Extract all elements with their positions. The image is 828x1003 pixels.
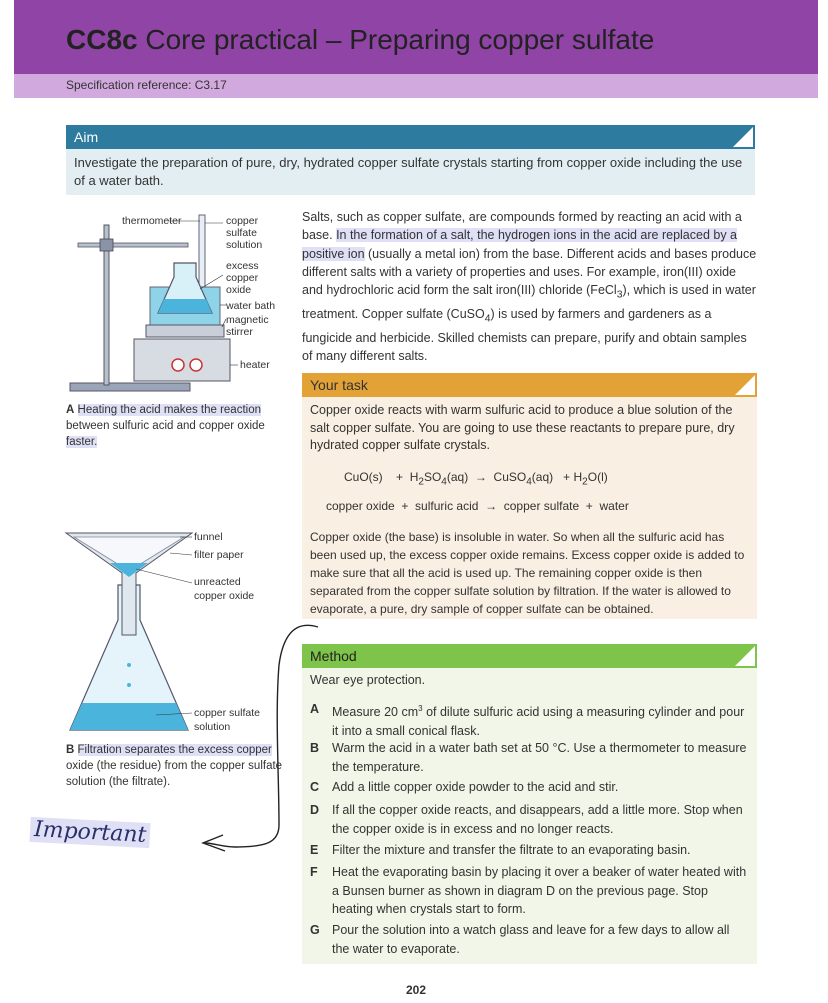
aim-text: Investigate the preparation of pure, dry, hydrated copper sulfate crystals starting from copper oxide including the use of a water bath. — [66, 149, 755, 195]
task-heading: Your task — [310, 377, 368, 393]
label-copper-oxide: copper oxide — [194, 590, 255, 602]
label-magnetic: magnetic — [226, 314, 269, 326]
word-equation: copper oxide + sulfuric acid → copper sulfate + water — [326, 499, 629, 513]
method-heading: Method — [310, 648, 357, 664]
method-heading-bar — [302, 644, 757, 668]
clamp-bar — [78, 243, 188, 247]
method-step: G Pour the solution into a watch glass and leave for a few days to allow all the water to evaporate. — [310, 923, 730, 956]
label-solution: solution — [226, 239, 263, 251]
label-oxide: oxide — [226, 284, 252, 296]
method-step: A Measure 20 $cm^3$ of dilute sulfuric acid using a measuring cylinder and pour it into a small conical flask. — [310, 702, 745, 738]
symbol-equation: CuO(s) + $H_2SO_4(aq)$ → CuSO$_4$(aq) + $H_2O(l)$ — [344, 470, 608, 488]
heater-dial-icon — [172, 359, 184, 371]
caption-b: B Filtration separates the excess copper oxide (the residue) from the copper sulfate solution (the filtrate). — [66, 744, 283, 788]
title-bar — [14, 0, 818, 74]
corner-triangle-icon — [733, 127, 753, 147]
label-filter-paper: filter paper — [194, 549, 244, 561]
label-heater: heater — [240, 359, 270, 371]
handwritten-note: Important — [29, 817, 151, 848]
diagram-a-heating-apparatus — [60, 205, 290, 400]
label-copper: copper — [226, 215, 259, 227]
boss-head — [100, 239, 113, 251]
task-box — [302, 397, 757, 619]
label-funnel: funnel — [194, 531, 223, 543]
caption-a: A Heating the acid makes the reaction between sulfuric acid and copper oxide faster. — [66, 404, 265, 448]
label-sulfate: sulfate — [226, 227, 257, 239]
label-excess: excess — [226, 260, 259, 272]
corner-triangle-icon — [735, 646, 755, 666]
intro-paragraph: Salts, such as copper sulfate, are compounds formed by reacting an acid with a base. In the formation of a salt, the hydrogen ions in the acid are replaced by a positive ion (usually a metal ion) from the base. Different acids and bases produce different salts with a variety of properties and uses. For example, iron(III) oxide and hydrochloric acid form the salt iron(III) chloride (FeCl$_3$), which is used in water treatment. Copper sulfate (CuSO$_4$) is used by farmers and gardeners as a fungicide and herbicide. Skilled chemists can prepare, purify and obtain samples of many different salts. — [302, 210, 757, 364]
spec-reference: Specification reference: C3.17 — [66, 78, 227, 92]
magnetic-stirrer — [146, 325, 224, 337]
intro-highlight: In the formation of a salt, the hydrogen ions in the acid are replaced by a positive ion — [302, 228, 738, 261]
method-step: D If all the copper oxide reacts, and disappears, add a little more. Stop when the copper oxide is in excess and no longer reacts. — [310, 803, 743, 836]
label-excess-copper: copper — [226, 272, 259, 284]
label-thermometer: thermometer — [122, 215, 182, 227]
task-paragraph-1: Copper oxide reacts with warm sulfuric acid to produce a blue solution of the salt copper sulfate. You are going to use these reactants to prepare pure, dry hydrated copper sulfate crystals. — [310, 403, 735, 452]
label-copper-sulfate: copper sulfate — [194, 707, 260, 719]
label-water-bath: water bath — [226, 300, 276, 312]
stand-base — [70, 383, 190, 391]
label-unreacted: unreacted — [194, 576, 241, 588]
method-box — [302, 668, 757, 964]
label-stirrer: stirrer — [226, 326, 253, 338]
aim-heading: Aim — [74, 129, 99, 145]
aim-heading-bar — [66, 125, 755, 149]
method-step: E Filter the mixture and transfer the filtrate to an evaporating basin. — [310, 843, 691, 857]
task-paragraph-2: Copper oxide (the base) is insoluble in water. So when all the sulfuric acid has been used up, the excess copper oxide remains. Excess copper oxide is added to make sure that all the acid is used up. The remaining copper oxide is then separated from the copper sulfate solution by filtration. If the water is allowed to evaporate, a pure, dry sample of copper sulfate can be obtained. — [310, 530, 745, 616]
page-number: 202 — [406, 983, 427, 997]
drop — [127, 663, 131, 667]
method-step: F Heat the evaporating basin by placing it over a beaker of water heated with a Bunsen burner as shown in diagram D on the previous page. Stop heating when crystals start to form. — [310, 865, 747, 916]
spec-bar — [14, 74, 818, 98]
method-step: C Add a little copper oxide powder to the acid and stir. — [310, 780, 619, 794]
safety-note: Wear eye protection. — [310, 673, 426, 687]
corner-triangle-icon — [735, 375, 755, 395]
label-solution: solution — [194, 721, 231, 733]
method-step: B Warm the acid in a water bath set at 50 °C. Use a thermometer to measure the temperature. — [310, 741, 747, 774]
drop — [127, 683, 131, 687]
page-title: CC8c Core practical – Preparing copper sulfate — [66, 24, 655, 55]
task-heading-bar — [302, 373, 757, 397]
